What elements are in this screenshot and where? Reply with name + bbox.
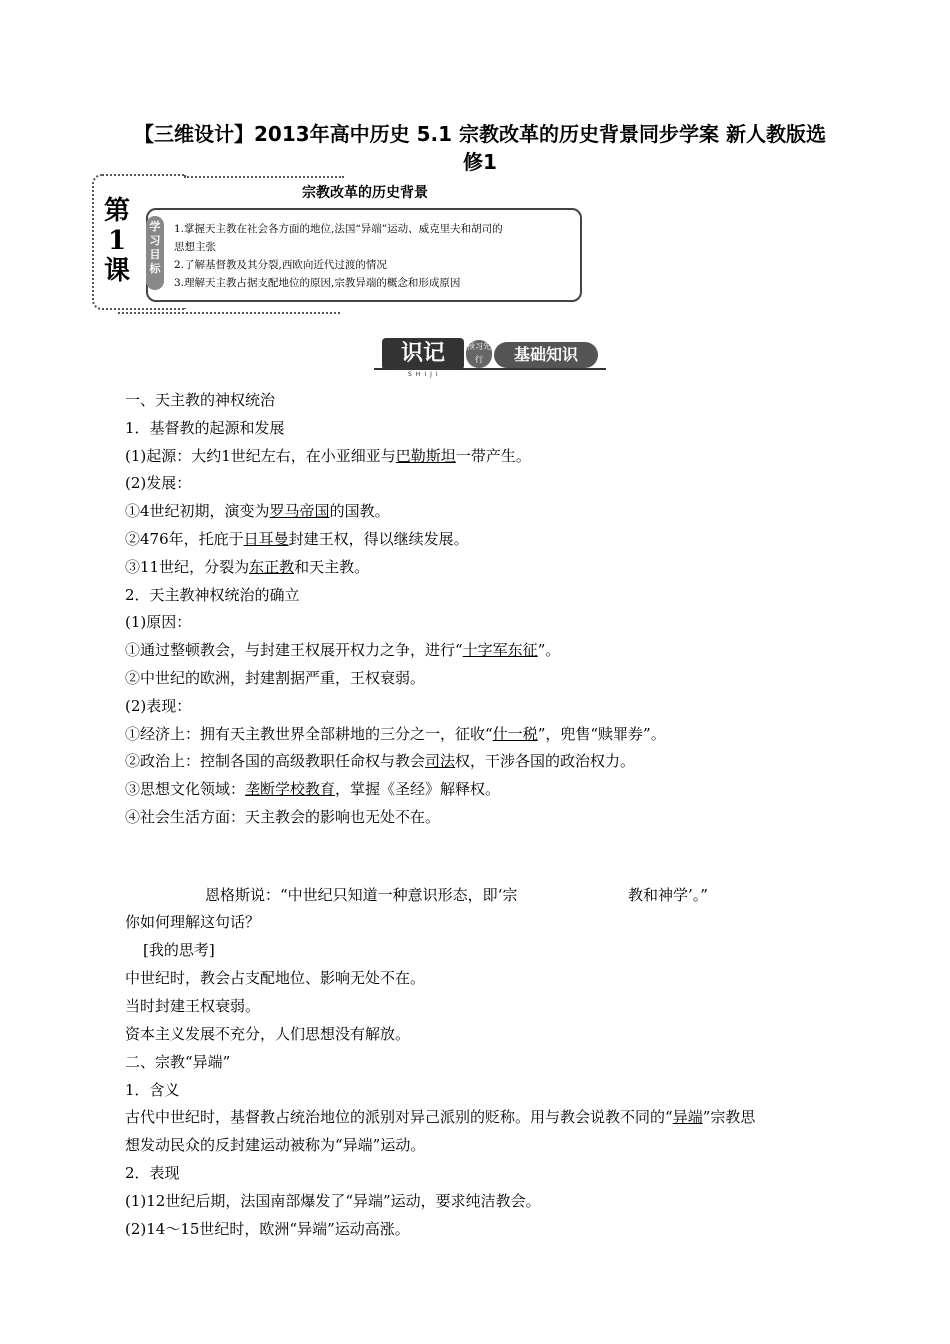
underlined-term: 十字军东征 xyxy=(462,641,538,659)
document-title xyxy=(90,120,870,176)
sub-heading: 1．含义 xyxy=(125,1081,180,1099)
text-line xyxy=(125,501,390,521)
thinking-label: [我的思考] xyxy=(143,941,215,959)
text: ”宗教思 xyxy=(702,1108,756,1126)
banner-main: 识记 xyxy=(382,338,464,370)
text: 一带产生。 xyxy=(455,447,531,465)
title-line-1: 【三维设计】2013年高中历史 5.1 宗教改革的历史背景同步学案 新人教版选 xyxy=(134,122,826,146)
text: 的国教。 xyxy=(329,502,390,520)
lesson-label xyxy=(96,196,138,286)
text-line xyxy=(125,557,369,577)
text: ①通过整顿教会，与封建王权展开权力之争，进行“ xyxy=(125,641,463,659)
text-line: ②中世纪的欧洲，封建割据严重，王权衰弱。 xyxy=(125,669,426,687)
quote-text: 恩格斯说：“中世纪只知道一种意识形态，即‘宗 xyxy=(205,886,518,904)
section-heading: 二、宗教“异端” xyxy=(125,1053,231,1071)
text: ③11世纪，分裂为 xyxy=(125,558,250,576)
text-line: 想发动民众的反封建运动被称为“异端”运动。 xyxy=(125,1136,426,1154)
objectives-tag xyxy=(146,216,164,290)
section-banner xyxy=(382,338,600,376)
text-line: 中世纪时，教会占支配地位、影响无处不在。 xyxy=(125,969,426,987)
text-line: 资本主义发展不充分，人们思想没有解放。 xyxy=(125,1025,411,1043)
section-heading: 一、天主教的神权统治 xyxy=(125,391,276,409)
underlined-term: 什一税 xyxy=(492,725,538,743)
text-line xyxy=(125,724,666,744)
objective-line: 3.理解天主教占据支配地位的原因,宗教异端的概念和形成原因 xyxy=(174,277,461,289)
text-line: (1)12世纪后期，法国南部爆发了“异端”运动，要求纯洁教会。 xyxy=(125,1192,541,1210)
sub-heading: 2．天主教神权统治的确立 xyxy=(125,586,300,604)
text: ①4世纪初期，演变为 xyxy=(125,502,270,520)
lesson-number: 第1课 xyxy=(103,196,130,286)
text-line: (2)14～15世纪时，欧洲“异端”运动高涨。 xyxy=(125,1220,410,1238)
question-text: 你如何理解这句话？ xyxy=(125,913,261,931)
lesson-frame-top-dash xyxy=(184,176,344,178)
text-line: (2)表现： xyxy=(125,697,192,715)
objective-line: 2.了解基督教及其分裂,西欧向近代过渡的情况 xyxy=(174,259,387,271)
text: ”。 xyxy=(537,641,561,659)
text: ①经济上：拥有天主教世界全部耕地的三分之一，征收“ xyxy=(125,725,493,743)
objectives-list xyxy=(174,220,574,292)
underlined-term: 日耳曼 xyxy=(243,530,289,548)
text: ③思想文化领域： xyxy=(125,780,246,798)
lesson-frame-bottom-dash xyxy=(118,312,340,314)
text: 权，干涉各国的政治权力。 xyxy=(455,752,636,770)
text-line: (1)原因： xyxy=(125,613,192,631)
text: 和天主教。 xyxy=(294,558,370,576)
text: 封建王权，得以继续发展。 xyxy=(288,530,469,548)
text-line xyxy=(125,1107,755,1127)
text: (1)起源：大约1世纪左右，在小亚细亚与 xyxy=(125,447,396,465)
objective-line: 思想主张 xyxy=(174,241,216,253)
underlined-term: 巴勒斯坦 xyxy=(395,447,456,465)
text-line xyxy=(125,779,500,799)
lesson-heading: 宗教改革的历史背景 xyxy=(302,185,428,201)
title-line-2: 修1 xyxy=(463,150,497,174)
text: ②政治上：控制各国的高级教职任命权与教会 xyxy=(125,752,426,770)
text-line xyxy=(125,751,635,771)
banner-right: 基础知识 xyxy=(494,342,598,368)
objectives-tag-text: 学习目标 xyxy=(149,220,161,275)
text-line: ④社会生活方面：天主教会的影响也无处不在。 xyxy=(125,808,441,826)
objective-line: 1.掌握天主教在社会各方面的地位,法国“异端”运动、威克里夫和胡司的 xyxy=(174,223,503,235)
text-line xyxy=(125,529,469,549)
text: ②476年，托庇于 xyxy=(125,530,244,548)
underlined-term: 异端 xyxy=(672,1108,703,1126)
text-line xyxy=(125,640,560,660)
sub-heading: 2．表现 xyxy=(125,1164,180,1182)
text-line: 当时封建王权衰弱。 xyxy=(125,997,261,1015)
underlined-term: 司法 xyxy=(425,752,456,770)
text-line xyxy=(125,446,531,466)
underlined-term: 垄断学校教育 xyxy=(245,780,336,798)
text: ，掌握《圣经》解释权。 xyxy=(335,780,501,798)
underlined-term: 东正教 xyxy=(249,558,295,576)
text: ”，兜售“赎罪券”。 xyxy=(537,725,666,743)
banner-side: 预习先行 xyxy=(466,340,492,368)
quote-text: 教和神学’。” xyxy=(628,886,708,904)
text: 古代中世纪时，基督教占统治地位的派别对异己派别的贬称。用与教会说教不同的“ xyxy=(125,1108,673,1126)
sub-heading: 1．基督教的起源和发展 xyxy=(125,419,285,437)
banner-pinyin: SHIJI xyxy=(408,371,442,378)
underlined-term: 罗马帝国 xyxy=(269,502,330,520)
text-line: (2)发展： xyxy=(125,474,192,492)
